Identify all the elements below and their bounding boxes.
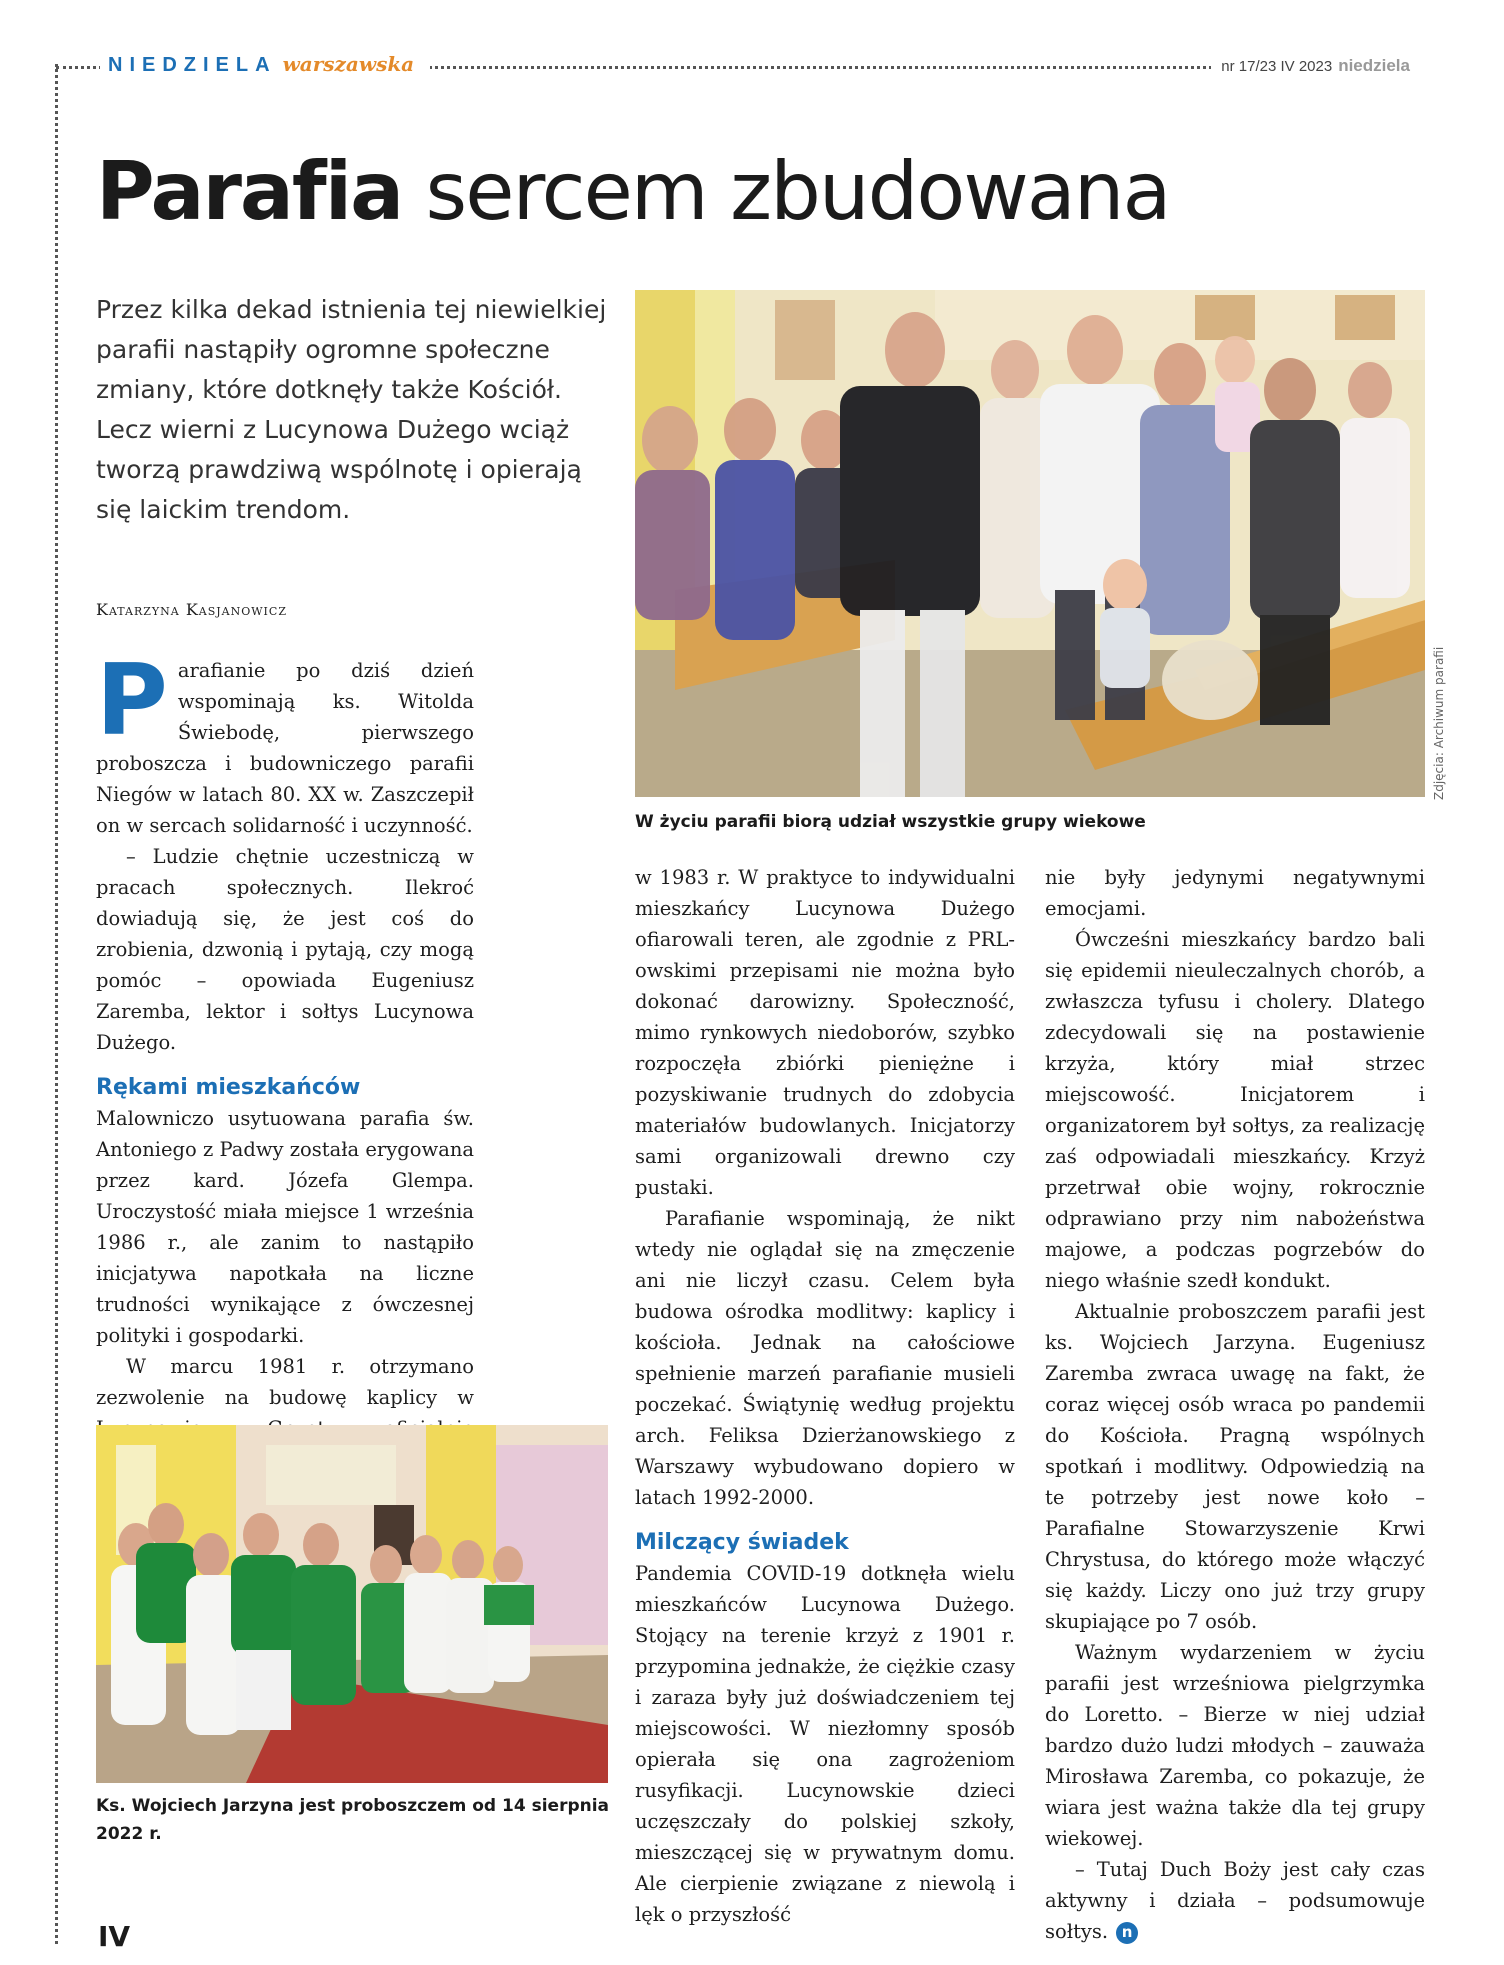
photo-parishioners (635, 290, 1425, 797)
photo-credit: Zdjęcia: Archiwum parafii (1432, 646, 1446, 800)
issue-number: nr 17/23 IV 2023 (1221, 58, 1333, 75)
col3-paragraph-4: Ważnym wydarzeniem w życiu parafii jest wrześniowa pielgrzymka do Loretto. – Bierze w niej udział bardzo dużo ludzi młodych – zauważa Mirosława Zaremba, co pokazuje, że wiara jest ważna także dla tej grupy wiekowej. (1045, 1641, 1425, 1850)
brand-name: NIEDZIELA (108, 54, 277, 76)
photo-priests-procession (96, 1425, 608, 1783)
article-title (96, 145, 1170, 238)
col3-paragraph-1: nie były jedynymi negatywnymi emocjami. (1045, 866, 1425, 920)
col1-paragraph-4: W marcu 1981 r. otrzymano zezwolenie na budowę kaplicy w (96, 1355, 474, 1409)
col2-paragraph-1: w 1983 r. W praktyce to indywidualni mieszkańcy Lucynowa Dużego ofiarowali teren, ale zgodnie z PRL-owskimi przepisami nie można było dokonać darowizny. Społeczność, mimo rynkowych niedoborów, szybko rozpoczęła zbiórki pieniężne i pozyskiwanie trudnych do zdobycia materiałów budowlanych. Inicjatorzy sami organizowali drewno czy pustaki. (635, 866, 1015, 1199)
col1-paragraph-3: Malowniczo usytuowana parafia św. Antoniego z Padwy została erygowana przez kard. Józefa Glempa. Uroczystość miała miejsce 1 września 1986 r., ale zanim to nastąpiło inicjatywa napotkała na liczne trudności wynikające z ówczesnej polityki i gospodarki. (96, 1107, 474, 1347)
top-photo-caption: W życiu parafii biorą udział wszystkie grupy wiekowe (635, 812, 1146, 832)
col3-paragraph-3: Aktualnie proboszczem parafii jest ks. Wojciech Jarzyna. Eugeniusz Zaremba zwraca uwagę na fakt, że coraz więcej osób wraca po pandemii do Kościoła. Pragną wspólnych spotkań i modlitwy. Odpowiedzią na te potrzeby jest nowe koło – Parafialne Stowarzyszenie Krwi Chrystusa, do którego może włączyć się każdy. Liczy ono już trzy grupy skupiające po 7 osób. (1045, 1300, 1425, 1633)
page-number: IV (92, 1920, 130, 1953)
article-title-rest: sercem zbudowana (402, 145, 1170, 238)
brand-edition: warszawska (282, 52, 415, 76)
col3-paragraph-5 (1045, 1854, 1425, 1947)
col2-paragraph-2: Parafianie wspominają, że nikt wtedy nie oglądał się na zmęczenie ani nie liczył czasu. Celem była budowa ośrodka modlitwy: kaplicy i kościoła. Jednak na całościowe spełnienie marzeń parafianie musieli poczekać. Świątynię według projektu arch. Feliksa Dzierżanowskiego z Warszawy wybudowano dopiero w latach 1992-2000. (635, 1207, 1015, 1509)
bottom-photo-caption: Ks. Wojciech Jarzyna jest proboszczem od 14 sierpnia 2022 r. (96, 1796, 610, 1844)
col1-paragraph-1-text: arafianie po dziś dzień wspominają ks. Witolda Świebodę, pierwszego proboszcza i budowniczego parafii Niegów w latach 80. XX w. Zaszczepił on w sercach solidarność i uczynność. (96, 659, 474, 837)
article-lead: Przez kilka dekad istnienia tej niewielkiej parafii nastąpiły ogromne społeczne zmiany, które dotknęły także Kościół. Lecz wierni z Lucynowa Dużego wciąż tworzą prawdziwą wspólnotę i opierają się laickim trendom. (96, 295, 607, 524)
column-1 (96, 644, 474, 1475)
end-mark-icon: n (1116, 1922, 1138, 1944)
drop-cap: P (96, 644, 168, 758)
masthead (100, 52, 430, 77)
article-title-bold: Parafia (96, 145, 403, 238)
left-dotted-rule (55, 64, 58, 1944)
photo-priests-illustration (96, 1425, 608, 1783)
issue-brand: niedziela (1338, 56, 1410, 75)
col2-paragraph-3: Pandemia COVID-19 dotknęła wielu mieszkańców Lucynowa Dużego. Stojący na terenie krzyż z 1901 r. przypomina jednakże, że ciężkie czasy i zaraza były już doświadczeniem tej miejscowości. W niezłomny sposób opierała się ona zagrożeniom rusyfikacji. Lucynowskie dzieci uczęszczały do polskiej szkoły, mieszczącej się w prywatnym domu. Ale cierpienie związane z niewolą i lęk o przyszłość (635, 1562, 1015, 1926)
section-heading-1: Rękami mieszkańców (96, 1075, 361, 1100)
photo-parishioners-illustration (635, 290, 1425, 797)
col3-paragraph-2: Ówcześni mieszkańcy bardzo bali się epidemii nieuleczalnych chorób, a zwłaszcza tyfusu i cholery. Dlatego zdecydowali się na postawienie krzyża, który miał strzec miejscowość. Inicjatorem i organizatorem był sołtys, za realizację zaś odpowiadali mieszkańcy. Krzyż przetrwał obie wojny, rokrocznie odprawiano przy nim nabożeństwa majowe, a podczas pogrzebów do niego właśnie szedł kondukt. (1045, 928, 1425, 1292)
column-3 (1045, 862, 1425, 1947)
issue-info (1211, 56, 1420, 76)
section-heading-2: Milczący świadek (635, 1530, 849, 1555)
column-2 (635, 862, 1015, 1930)
col3-paragraph-5-text: – Tutaj Duch Boży jest cały czas aktywny i działa – podsumowuje sołtys. (1045, 1858, 1425, 1943)
article-author: Katarzyna Kasjanowicz (96, 600, 287, 619)
col1-paragraph-2: – Ludzie chętnie uczestniczą w pracach społecznych. Ilekroć dowiadują się, że jest coś do zrobienia, dzwonią i pytają, czy mogą pomóc – opowiada Eugeniusz Zaremba, lektor i sołtys Lucynowa Dużego. (96, 845, 474, 1054)
col1-paragraph-1 (96, 644, 474, 841)
